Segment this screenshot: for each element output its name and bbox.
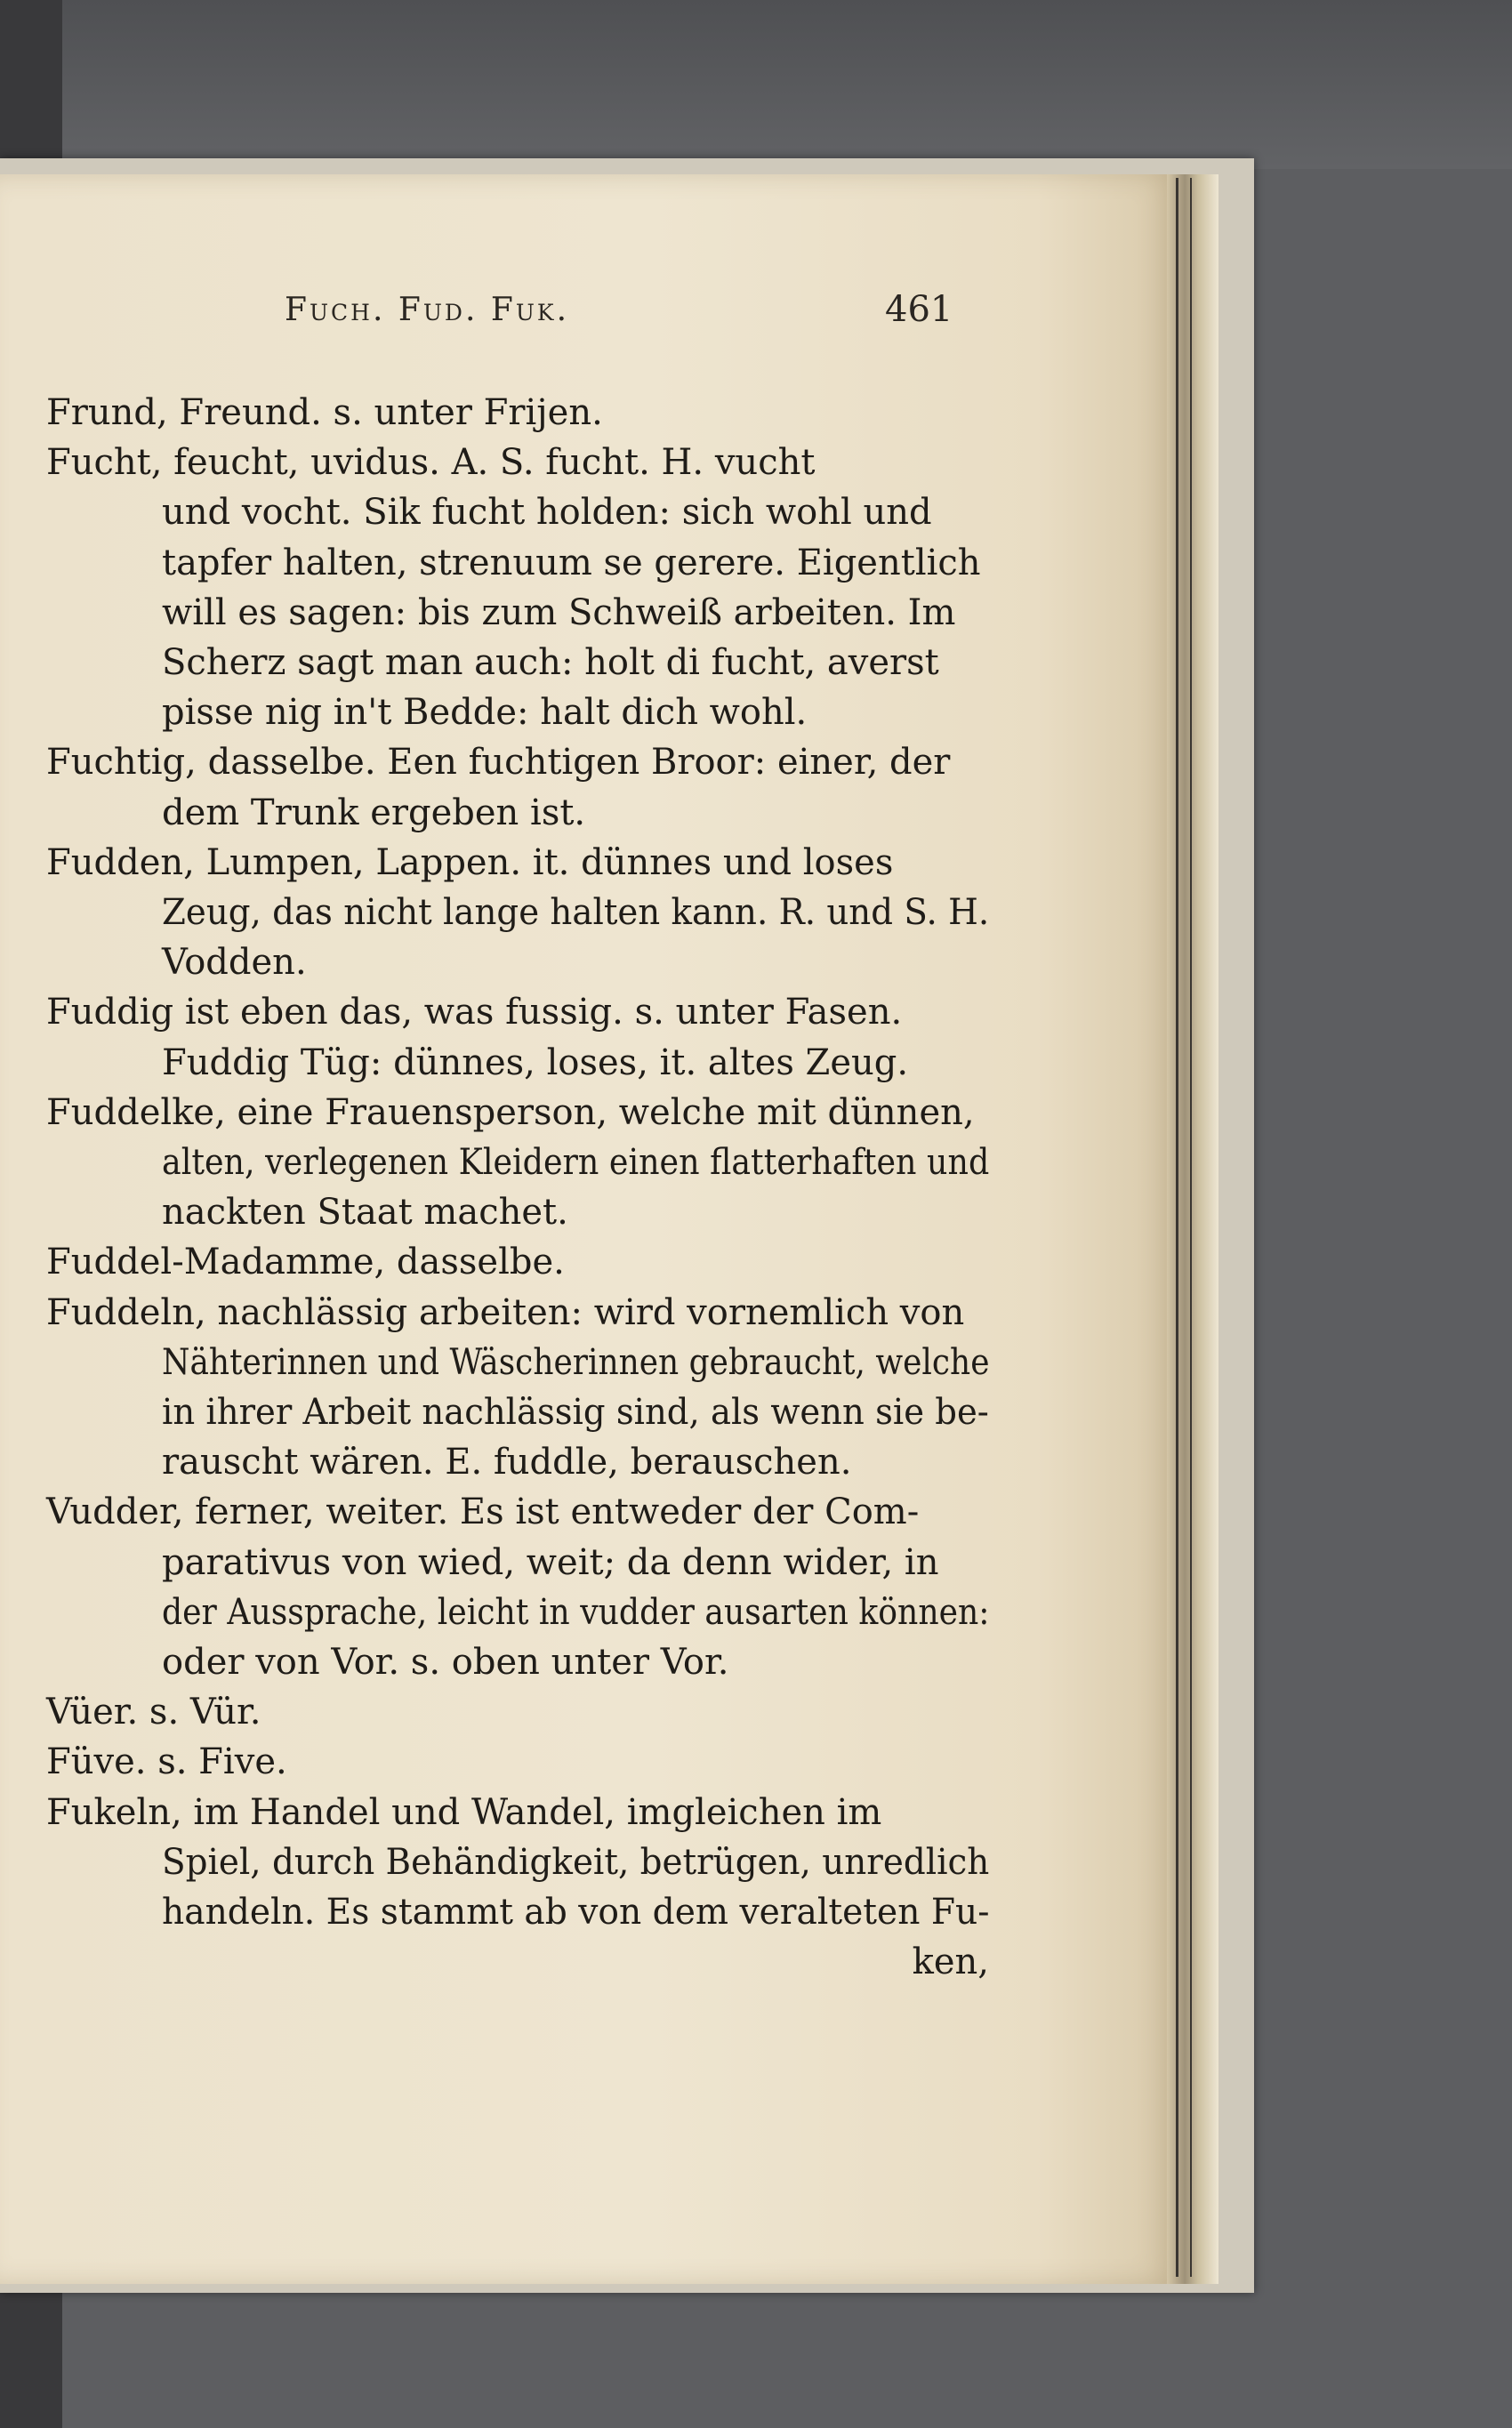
entry-continuation-line: Nähterinnen und Wäscherinnen gebraucht, welche bbox=[162, 1341, 990, 1383]
entry-continuation-line: dem Trunk ergeben ist. bbox=[162, 792, 586, 833]
entry-continuation-line: Spiel, durch Behändigkeit, betrügen, unredlich bbox=[162, 1841, 990, 1883]
entry-continuation-line: tapfer halten, strenuum se gerere. Eigentlich bbox=[162, 542, 981, 583]
entry-continuation-line: rauscht wären. E. fuddle, berauschen. bbox=[162, 1442, 852, 1483]
entry-continuation-line: der Aussprache, leicht in vudder ausarten können: bbox=[162, 1591, 990, 1633]
entry-headword-line: Vüer. s. Vür. bbox=[46, 1692, 261, 1733]
entry-headword-line: Vudder, ferner, weiter. Es ist entweder der Com- bbox=[46, 1491, 920, 1533]
entry-continuation-line: Fuddig Tüg: dünnes, loses, it. altes Zeug. bbox=[162, 1041, 909, 1083]
entry-continuation-line: Scherz sagt man auch: holt di fucht, averst bbox=[162, 642, 939, 683]
entry-headword-line: Fucht, feucht, uvidus. A. S. fucht. H. vucht bbox=[46, 442, 816, 484]
running-head: Fuch. Fud. Fuk. bbox=[285, 292, 570, 328]
entry-continuation-line: nackten Staat machet. bbox=[162, 1192, 568, 1234]
entry-headword-line: Fukeln, im Handel und Wandel, imgleichen im bbox=[46, 1791, 882, 1833]
page-number: 461 bbox=[885, 289, 953, 330]
entry-continuation-line: handeln. Es stammt ab von dem veralteten Fu- bbox=[162, 1892, 990, 1933]
entry-continuation-line: oder von Vor. s. oben unter Vor. bbox=[162, 1642, 729, 1683]
entry-headword-line: Fuchtig, dasselbe. Een fuchtigen Broor: einer, der bbox=[46, 742, 951, 784]
entry-headword-line: Fuddelke, eine Frauensperson, welche mit dünnen, bbox=[46, 1091, 975, 1133]
gutter-line bbox=[1176, 178, 1178, 2277]
entry-continuation-line: Vodden. bbox=[162, 942, 307, 984]
gutter-line bbox=[1190, 178, 1192, 2277]
entry-continuation-line: will es sagen: bis zum Schweiß arbeiten. Im bbox=[162, 591, 956, 633]
entry-continuation-line: pisse nig in't Bedde: halt dich wohl. bbox=[162, 692, 808, 734]
entry-headword-line: Fuddel-Madamme, dasselbe. bbox=[46, 1242, 565, 1283]
entry-continuation-line: und vocht. Sik fucht holden: sich wohl und bbox=[162, 492, 932, 534]
scan-background-top bbox=[0, 0, 1512, 169]
entry-headword-line: Fuddig ist eben das, was fussig. s. unter Fasen. bbox=[46, 992, 903, 1033]
entry-headword-line: Füve. s. Five. bbox=[46, 1741, 287, 1783]
entry-continuation-line: alten, verlegenen Kleidern einen flatterhaften und bbox=[162, 1142, 990, 1183]
entry-continuation-line: Zeug, das nicht lange halten kann. R. und S. H. bbox=[162, 892, 990, 933]
entry-continuation-line: ken, bbox=[912, 1942, 989, 1983]
entry-headword-line: Fudden, Lumpen, Lappen. it. dünnes und loses bbox=[46, 841, 894, 883]
entry-headword-line: Fuddeln, nachlässig arbeiten: wird vornemlich von bbox=[46, 1291, 965, 1333]
entry-continuation-line: in ihrer Arbeit nachlässig sind, als wenn sie be- bbox=[162, 1392, 989, 1433]
page-gutter bbox=[1167, 174, 1218, 2284]
entry-headword-line: Frund, Freund. s. unter Frijen. bbox=[46, 392, 603, 433]
entry-continuation-line: parativus von wied, weit; da denn wider, in bbox=[162, 1541, 939, 1583]
